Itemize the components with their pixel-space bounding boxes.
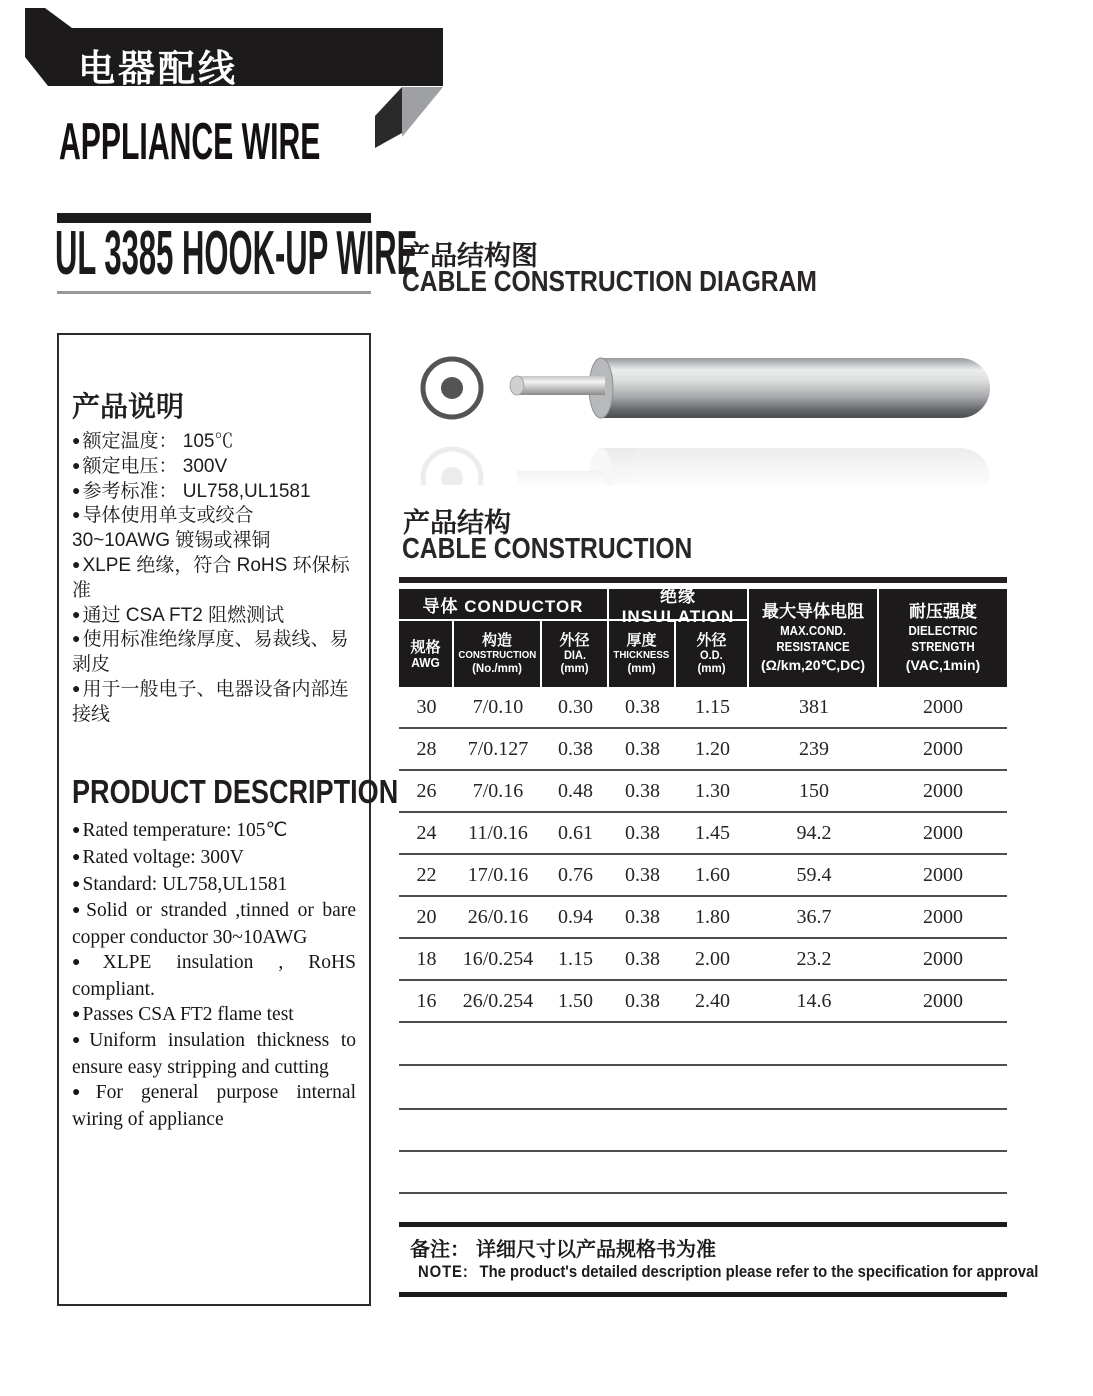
table-cell: 0.61 [558,821,593,844]
banner-fold-gray [402,87,443,137]
table-cell: 18 [416,947,437,970]
construction-section-title-cn: 产品结构 [403,508,511,538]
table-cell: 2000 [923,779,963,802]
table-cell: 11/0.16 [468,821,528,844]
description-title-en: PRODUCT DESCRIPTION [72,773,399,810]
cable-diagram [405,335,1015,485]
note-cn-label: 备注： [410,1239,470,1261]
table-row [399,813,1007,855]
table-cell: 0.38 [625,779,660,802]
table-cell: 0.38 [625,821,660,844]
table-cell: 7/0.10 [472,695,524,718]
list-item: ● Solid or stranded ,tinned or bare copper conductor 30~10AWG [72,899,356,951]
list-item: ● 额定温度： 105℃ [72,430,356,455]
list-item: ● Uniform insulation thickness to ensure easy stripping and cutting [72,1029,356,1081]
description-list-cn [72,430,356,728]
table-cell: 0.38 [625,947,660,970]
description-title-cn: 产品说明 [72,391,185,422]
table-cell: 0.38 [625,989,660,1012]
product-title: UL 3385 HOOK-UP WIRE [55,219,418,288]
table-cell: 0.38 [625,737,660,760]
table-cell: 2.00 [695,947,730,970]
header-col-thickness: 厚度 THICKNESS (mm) [609,621,676,687]
note-en-text: The product's detailed description please refer to the specification for approval [479,1263,1039,1281]
table-cell: 2000 [923,905,963,928]
table-cell: 1.15 [695,695,730,718]
table-row [399,855,1007,897]
table-row-empty [399,1023,1007,1066]
note-bottom-rule [399,1292,1007,1297]
table-cell: 2000 [923,863,963,886]
description-box [57,333,399,1306]
header-col-construction: 构造 CONSTRUCTION (No./mm) [454,621,542,687]
table-cell: 381 [799,695,829,718]
list-item: ● 导体使用单支或绞合 30~10AWG 镀锡或裸铜 [72,504,356,554]
table-cell: 1.60 [695,863,730,886]
spec-table-header [399,586,1007,687]
table-cell: 22 [416,863,437,886]
diagram-reflection [423,448,990,485]
list-item: ● 使用标准绝缘厚度、易裁线、易剥皮 [72,628,356,678]
list-item: ● XLPE insulation , RoHS compliant. [72,951,356,1003]
table-row-empty [399,1194,1007,1222]
table-row-empty [399,1066,1007,1110]
header-group-insulation: 绝缘 INSULATION [609,589,749,621]
table-cell: 2000 [923,821,963,844]
list-item: ● 额定电压： 300V [72,455,356,480]
table-row [399,771,1007,813]
table-cell: 16 [416,989,437,1012]
table-cell: 0.38 [558,737,593,760]
table-cell: 2000 [923,947,963,970]
table-cell: 26 [416,779,437,802]
table-cell: 0.38 [625,905,660,928]
table-cell: 0.76 [558,863,593,886]
page-title: APPLIANCE WIRE [59,113,321,171]
table-cell: 2.40 [695,989,730,1012]
table-row [399,981,1007,1023]
description-list-en [72,819,356,1133]
table-cell: 2000 [923,695,963,718]
header-col-dia: 外径 DIA. (mm) [542,621,609,687]
table-cell: 2000 [923,737,963,760]
table-cell: 1.45 [695,821,730,844]
spec-table-body [399,687,1007,1222]
header-col-resistance: 最大导体电阻 MAX.COND. RESISTANCE (Ω/km,20℃,DC) [749,589,879,687]
construction-section-title-en: CABLE CONSTRUCTION [402,533,693,565]
diagram-section-title-cn: 产品结构图 [403,241,538,271]
table-row-empty [399,1152,1007,1194]
table-row [399,897,1007,939]
table-cell: 7/0.16 [472,779,524,802]
table-row [399,729,1007,771]
table-cell: 26/0.16 [467,905,529,928]
table-cell: 150 [799,779,829,802]
table-cell: 1.50 [558,989,593,1012]
table-row [399,687,1007,729]
header-col-awg: 规格 AWG [399,621,454,687]
list-item: ● 通过 CSA FT2 阻燃测试 [72,604,356,629]
table-cell: 23.2 [796,947,832,970]
table-cell: 94.2 [796,821,832,844]
list-item: ● Rated voltage: 300V [72,846,356,873]
table-cell: 16/0.254 [462,947,534,970]
table-cell: 26/0.254 [462,989,534,1012]
header-col-dielectric: 耐压强度 DIELECTRIC STRENGTH (VAC,1min) [905,602,981,673]
list-item: ● Rated temperature: 105℃ [72,819,356,846]
table-row [399,939,1007,981]
table-cell: 36.7 [796,905,832,928]
table-cell: 30 [416,695,437,718]
note-top-rule [399,1222,1007,1227]
table-row-empty [399,1110,1007,1152]
header-col-od: 外径 O.D. (mm) [676,621,749,687]
note-en [418,1263,1038,1282]
product-title-underline [57,291,371,294]
table-cell: 1.20 [695,737,730,760]
list-item: ● 用于一般电子、电器设备内部连接线 [72,678,356,728]
header-group-conductor: 导体 CONDUCTOR [399,589,609,621]
table-cell: 1.30 [695,779,730,802]
banner-fold-dark [375,87,402,148]
note-cn [410,1233,716,1262]
list-item: ● 参考标准： UL758,UL1581 [72,480,356,505]
table-cell: 28 [416,737,437,760]
list-item: ● For general purpose internal wiring of appliance [72,1081,356,1133]
table-cell: 59.4 [796,863,832,886]
cross-section-icon [423,359,481,417]
table-cell: 1.15 [558,947,593,970]
table-cell: 24 [416,821,437,844]
table-cell: 0.30 [558,695,593,718]
list-item: ● Passes CSA FT2 flame test [72,1003,356,1030]
table-cell: 0.48 [558,779,593,802]
table-cell: 1.80 [695,905,730,928]
wire-3d [510,358,990,418]
note-cn-text: 详细尺寸以产品规格书为准 [476,1239,716,1261]
table-cell: 17/0.16 [467,863,529,886]
table-cell: 20 [416,905,437,928]
table-cell: 0.38 [625,695,660,718]
table-cell: 2000 [923,989,963,1012]
table-cell: 7/0.127 [467,737,529,760]
diagram-section-title-en: CABLE CONSTRUCTION DIAGRAM [402,266,817,298]
table-cell: 0.38 [625,863,660,886]
note-en-label: NOTE: [418,1263,469,1281]
table-cell: 0.94 [558,905,593,928]
table-cell: 14.6 [796,989,832,1012]
table-cell: 239 [799,737,829,760]
list-item: ● XLPE 绝缘，符合 RoHS 环保标准 [72,554,356,604]
list-item: ● Standard: UL758,UL1581 [72,873,356,900]
banner-title: 电器配线 [78,48,238,89]
